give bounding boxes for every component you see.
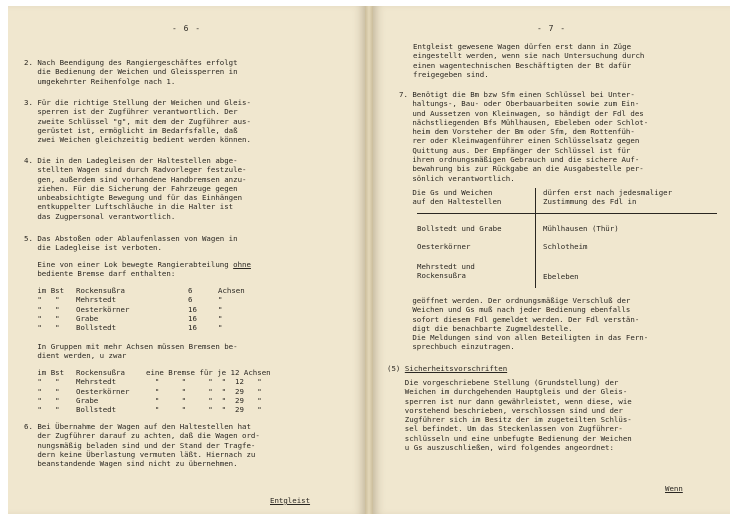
paragraph-item-2: 2. Nach Beendigung des Rangiergeschäftes erfolgt die Bedienung der Weichen und Gleissperren in umgekehrter Reihenfolge nach 1. (24, 58, 238, 86)
axle-limit-row (24, 295, 245, 304)
table-divider (535, 188, 536, 288)
left-page (8, 6, 365, 514)
section-number: (5) (387, 364, 405, 373)
brake-group-cell: Bollstedt (76, 405, 117, 415)
paragraph-item-5: 5. Das Abstoßen oder Ablaufenlassen von Wagen in die Ladegleise ist verboten. (24, 234, 238, 253)
brake-group-cell: " " (24, 377, 69, 387)
brake-group-cell: " " (24, 395, 69, 405)
right-page (373, 6, 730, 514)
brake-group-row (24, 396, 271, 405)
axle-limit-cell: 16 (188, 323, 197, 333)
catchword: Wenn (665, 484, 683, 493)
axle-limit-cell: Rockensußra (76, 286, 125, 295)
axle-limit-cell: Bollstedt (76, 323, 117, 333)
paragraph-item-3: 3. Für die richtige Stellung der Weichen und Gleis- sperren ist der Zugführer verantwortlich. Der zweite Schlüssel "g", mit dem der Zugführer aus- gerüstet ist, ermöglicht im Bedarfsfalle, daß zwei Weichen gleichzeitig bedient werden können. (24, 98, 251, 145)
brake-group-cell: " " (24, 405, 69, 415)
brake-group-cell: " " " " 29 " (146, 386, 262, 396)
axle-limit-cell: Oesterkörner (76, 304, 130, 314)
brake-group-row (24, 368, 271, 377)
axle-limit-cell: " " (24, 313, 69, 323)
axle-limit-cell: " (218, 313, 223, 323)
table-row-3-station: Mehrstedt und Rockensußra (417, 262, 475, 281)
paragraph-item-4: 4. Die in den Ladegleisen der Haltestellen abge- stellten Wagen sind durch Radvorleger festzule- gen, außerdem sind vorhandene Handbremsen anzu- ziehen. Für die Sicherung der Fahrzeuge gegen unbeabsichtigte Bewegung und für das Einhängen entkuppelter Luftschläuche in die Halter ist das Zugpersonal verantwortlich. (24, 156, 247, 221)
axle-limit-cell: " (218, 304, 223, 314)
brake-group-row (24, 405, 271, 414)
axle-limit-cell: " " (24, 295, 69, 305)
axle-limit-table (24, 286, 245, 332)
axle-limit-row (24, 305, 245, 314)
loco-intro (24, 260, 251, 279)
brake-group-cell: Rockensußra (76, 368, 125, 377)
brake-group-cell: Oesterkörner (76, 386, 130, 396)
axle-limit-cell: " " (24, 304, 69, 314)
table-row-2-authority: Schlotheim (543, 242, 588, 251)
axle-limit-cell: 16 (188, 304, 197, 314)
loco-intro-text: Eine von einer Lok bewegte Rangierabteilung (24, 260, 234, 269)
brake-group-cell: im Bst (24, 368, 69, 377)
section-text: Die vorgeschriebene Stellung (Grundstellung) der Weichen im durchgehenden Hauptgleis und der Gleis- sperren ist nur dann gewährleistet, wenn diese, wie vorstehend beschrieben, verschlossen sind und der Zugführer sich im Besitz der im zugeteilten Schlüs- sel befindet. Um das Steckenlassen von Zugführer- schlüsseln und eine unbefugte Bedienung der Weichen u Gs auszuschließen, wird folgendes angeordnet: (404, 378, 632, 453)
axle-limit-row (24, 323, 245, 332)
section-heading (387, 364, 507, 373)
brake-group-row (24, 377, 271, 386)
table-row-1-station: Bollstedt und Grabe (417, 224, 502, 233)
loco-intro-ohne: ohne (233, 260, 251, 269)
table-row-1-authority: Mühlhausen (Thür) (543, 224, 619, 233)
axle-limit-cell: im Bst (24, 286, 69, 295)
axle-limit-cell: " (218, 323, 223, 333)
axle-limit-row (24, 314, 245, 323)
axle-limit-cell: " (218, 295, 223, 305)
table-rule (417, 213, 717, 214)
brake-group-table (24, 368, 271, 414)
section-title: Sicherheitsvorschriften (404, 364, 508, 373)
groups-intro: In Gruppen mit mehr Achsen müssen Bremsen be- dient werden, u zwar (37, 342, 238, 361)
axle-limit-cell: Mehrstedt (76, 295, 117, 305)
paragraph-after-table: geöffnet werden. Der ordnungsmäßige Verschluß der Weichen und Gs muß nach jeder Bedienung ebenfalls sofort diesem Fdl gemeldet werden. Der Fdl verstän- digt die benachbarte Zugmeldestelle. Die Meldungen sind von allen Beteiligten in das Fern- sprechbuch einzutragen. (412, 296, 649, 352)
table-row-3-authority: Ebeleben (543, 272, 579, 281)
loco-intro-text-2: bediente Bremse darf enthalten: (24, 269, 176, 279)
paragraph-continuation: Entgleist gewesene Wagen dürfen erst dann in Züge eingestellt werden, wenn sie nach Untersuchung durch einen wagentechnischen Beschäftigten der Bt dafür freigegeben sind. (413, 42, 645, 79)
table-row-2-station: Oesterkörner (417, 242, 471, 251)
axle-limit-cell: " " (24, 323, 69, 333)
page-number: - 7 - (536, 24, 567, 33)
book-gutter (365, 6, 373, 514)
page-number: - 6 - (171, 24, 202, 33)
brake-group-cell: " " " " 12 " (146, 377, 262, 387)
axle-limit-cell: 16 (188, 313, 197, 323)
brake-group-cell: " " " " 29 " (146, 395, 262, 405)
brake-group-cell: Grabe (76, 395, 99, 405)
paragraph-item-7: 7. Benötigt die Bm bzw Sfm einen Schlüssel bei Unter- haltungs-, Bau- oder Oberbauarbeiten sowie zum Ein- und Aussetzen von Kleinwagen, so händigt der Fdl des nächstliegenden Bfs Mühlhausen, Ebeleben oder Schlot- heim dem Vorsteher der Bm oder Sfm, dem Rottenfüh- rer oder Kleinwagenführer einen Schlüsselsatz gegen Quittung aus. Der Empfänger der Schlüssel ist für ihren ordnungsmäßigen Gebrauch und die sichere Auf- bewahrung bis zur Rückgabe an die Ausgabestelle per- sönlich verantwortlich. (399, 90, 649, 183)
axle-limit-cell: Achsen (218, 286, 245, 295)
paragraph-item-6: 6. Bei Übernahme der Wagen auf den Haltestellen hat der Zugführer darauf zu achten, daß die Wagen ord- nungsmäßig beladen sind und der Stand der Tragfe- dern keine Überlastung vermuten läßt. Hiernach zu beanstandende Wagen sind nicht zu übernehmen. (24, 422, 260, 469)
axle-limit-row (24, 286, 245, 295)
brake-group-row (24, 387, 271, 396)
table-head-left: Die Gs und Weichen auf den Haltestellen (412, 188, 502, 207)
axle-limit-cell: 6 (188, 286, 193, 295)
brake-group-cell: Mehrstedt (76, 377, 117, 387)
table-head-right: dürfen erst nach jedesmaliger Zustimmung des Fdl in (543, 188, 673, 207)
axle-limit-cell: Grabe (76, 313, 99, 323)
axle-limit-cell: 6 (188, 295, 193, 305)
brake-group-cell: " " (24, 386, 69, 396)
catchword: Entgleist (270, 496, 311, 505)
brake-group-cell: eine Bremse für je 12 Achsen (146, 368, 271, 377)
brake-group-cell: " " " " 29 " (146, 405, 262, 415)
